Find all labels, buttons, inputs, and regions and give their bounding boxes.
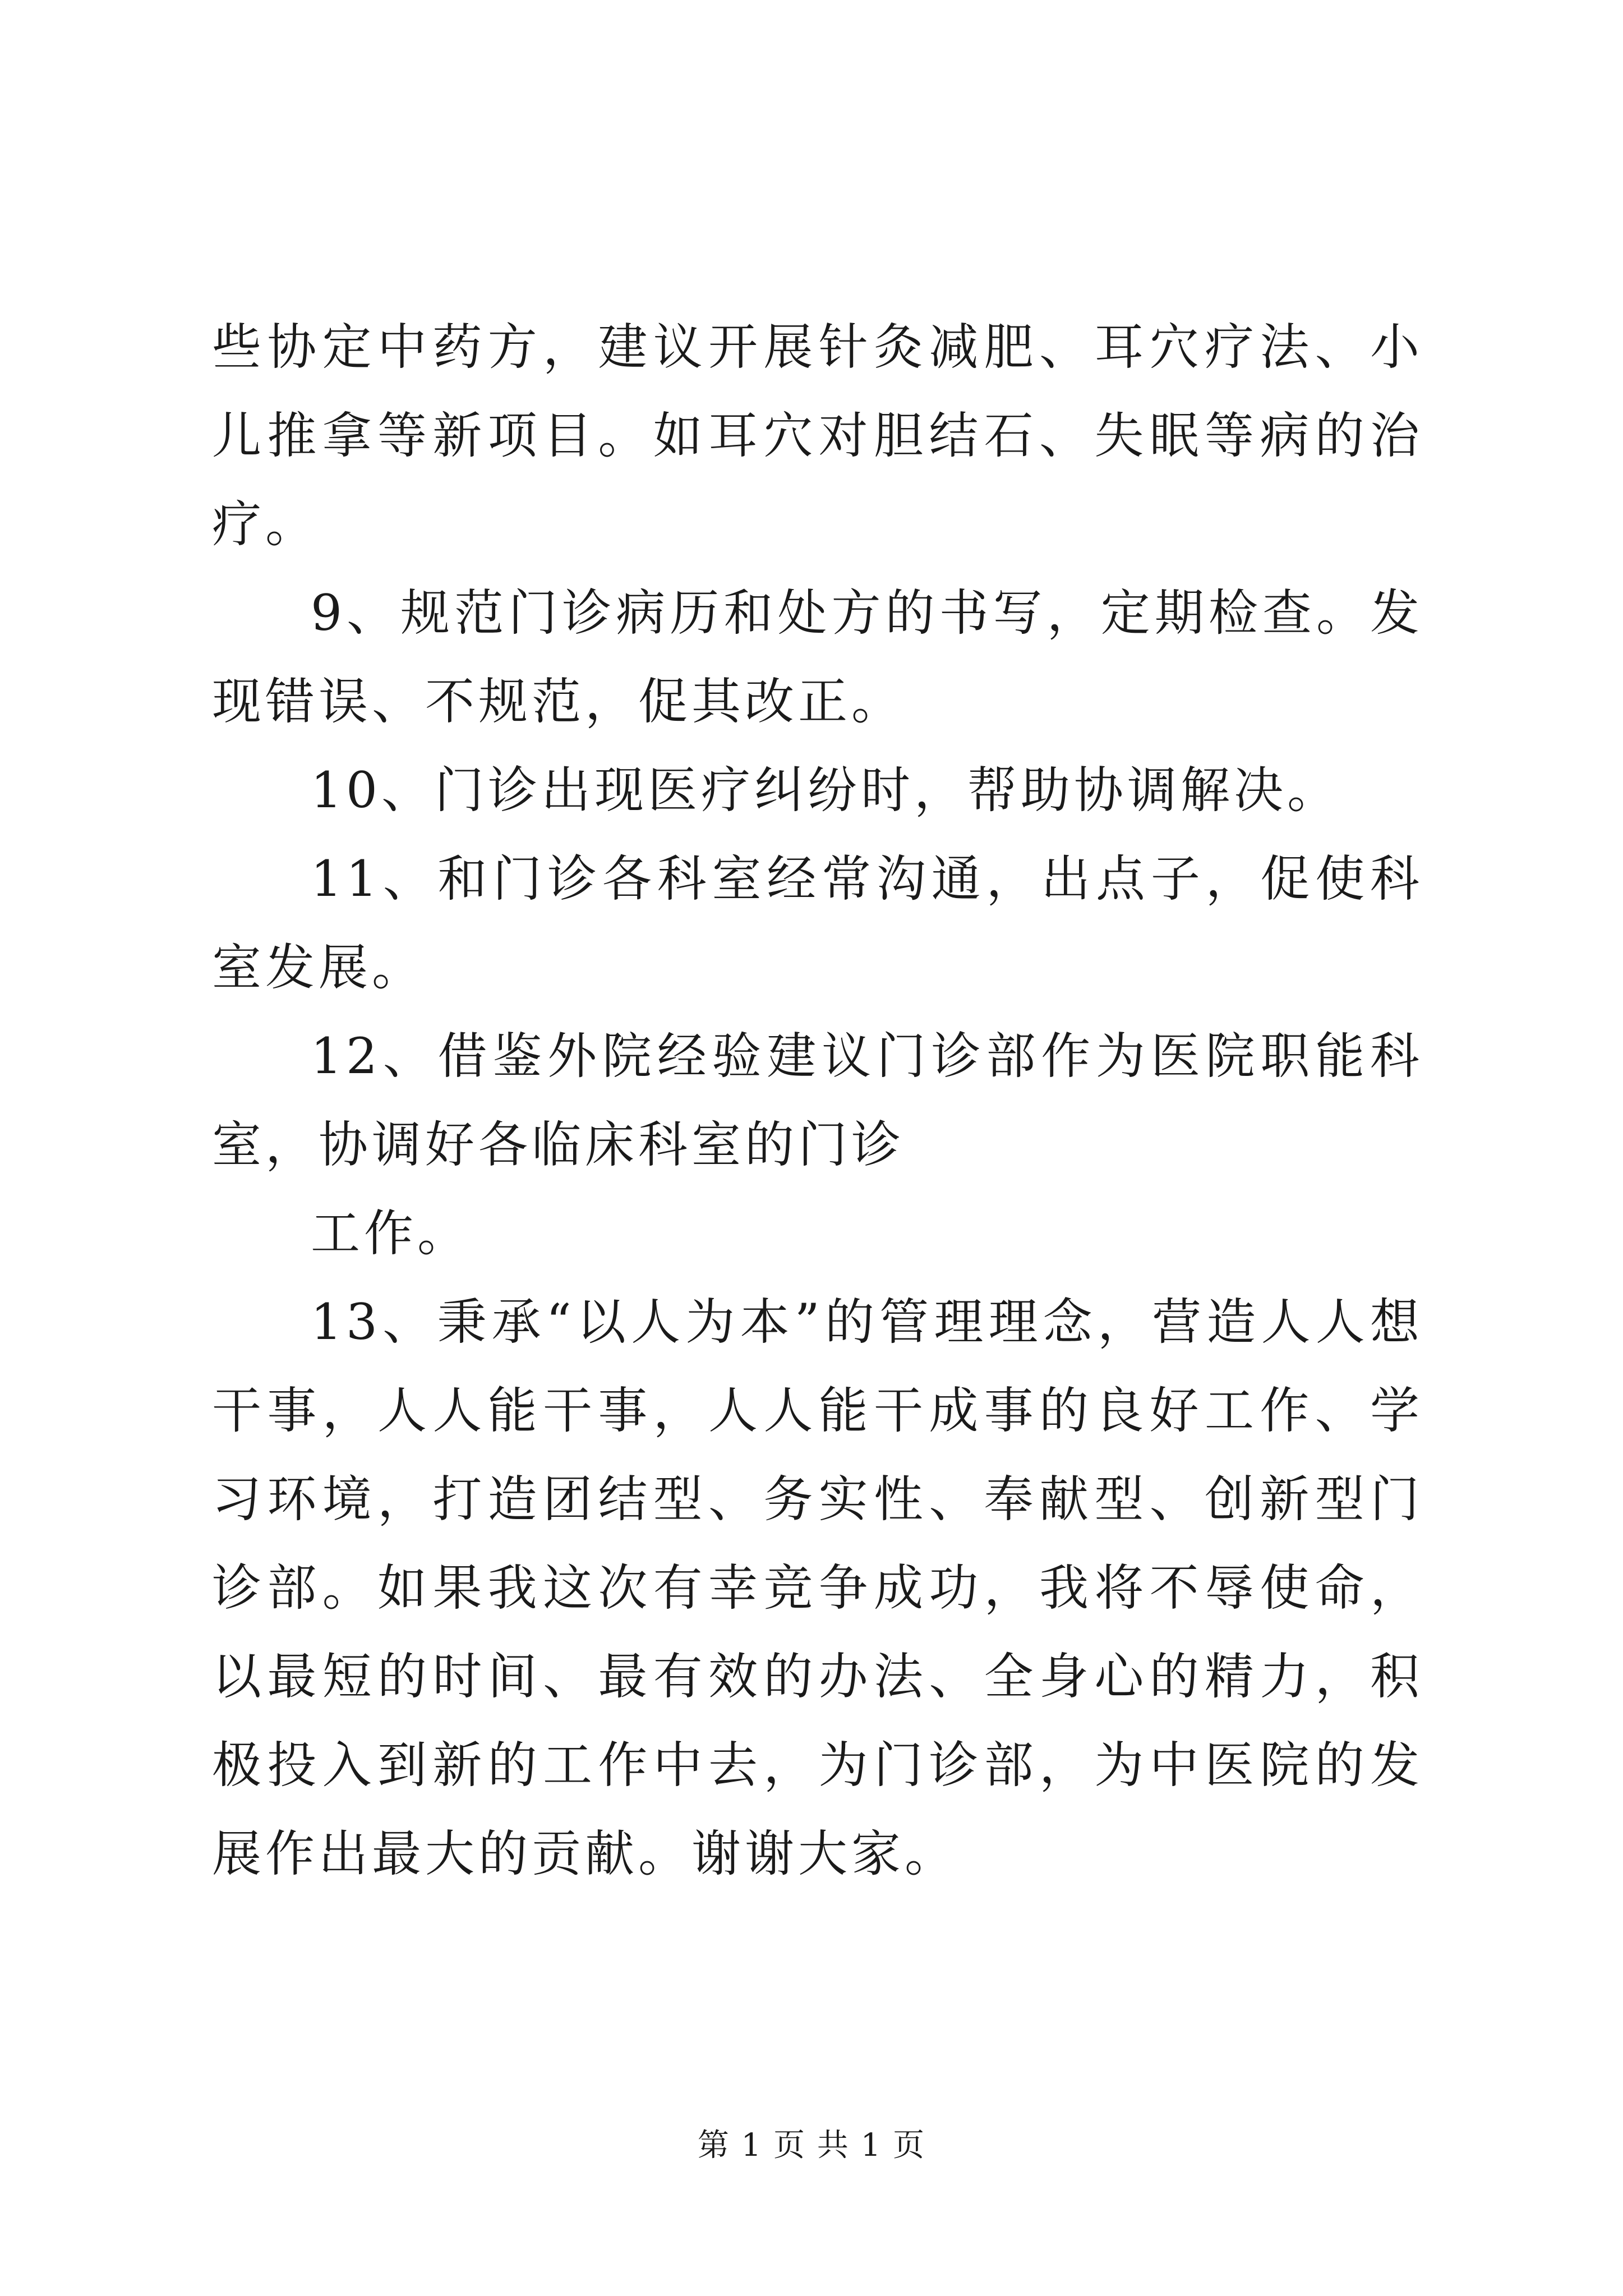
paragraph-item-10: 10、门诊出现医疗纠纷时，帮助协调解决。 — [311, 761, 1340, 819]
paragraph-item-9: 9、规范门诊病历和处方的书写，定期检查。发现错误、不规范，促其改正。 — [212, 584, 1423, 730]
paragraph-continuation: 些协定中药方，建议开展针灸减肥、耳穴疗法、小儿推拿等新项目。如耳穴对胆结石、失眠等病的治疗。 — [212, 318, 1423, 553]
document-body — [212, 303, 1423, 1898]
paragraph-item-12-continued: 工作。 — [311, 1204, 471, 1262]
page-footer — [0, 2120, 1623, 2165]
page-number-label: 第 1 页 共 1 页 — [697, 2127, 926, 2164]
paragraph-item-13: 13、秉承“以人为本”的管理理念，营造人人想干事，人人能干事，人人能干成事的良好工作、学习环境，打造团结型、务实性、奉献型、创新型门诊部。如果我这次有幸竞争成功，我将不辱使命，以最短的时间、最有效的办法、全身心的精力，积极投入到新的工作中去，为门诊部，为中医院的发展作出最大的贡献。谢谢大家。 — [212, 1293, 1423, 1883]
paragraph-item-11: 11、和门诊各科室经常沟通，出点子，促使科室发展。 — [212, 850, 1423, 996]
paragraph-item-12: 12、借鉴外院经验建议门诊部作为医院职能科室，协调好各临床科室的门诊 — [212, 1027, 1423, 1174]
